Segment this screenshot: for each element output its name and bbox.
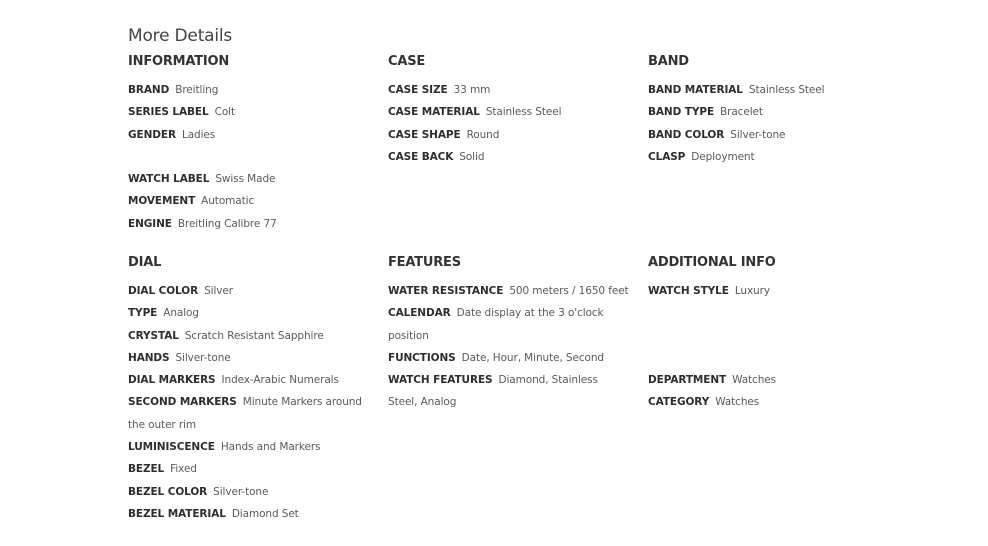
spacer: [128, 146, 383, 168]
detail-row-case-back: [388, 146, 643, 168]
detail-value: 500 meters / 1650 feet: [509, 285, 629, 297]
detail-label: BAND TYPE: [648, 106, 715, 119]
detail-row-bezel-color: [128, 481, 380, 503]
detail-label: WATCH STYLE: [648, 285, 729, 297]
detail-value: Breitling Calibre 77: [177, 217, 277, 230]
detail-row-watch-label: [128, 168, 383, 190]
detail-label: BRAND: [128, 84, 170, 96]
detail-value: Colt: [214, 106, 235, 119]
detail-row-bezel: [128, 458, 380, 480]
detail-value: Solid: [459, 150, 485, 163]
detail-label: BEZEL: [128, 463, 165, 476]
detail-label: CASE SHAPE: [388, 128, 461, 141]
section-heading: INFORMATION: [128, 54, 230, 69]
detail-value: Minute Markers around the outer rim: [128, 396, 362, 431]
detail-value: Silver: [204, 285, 233, 297]
detail-row-department: [648, 369, 903, 391]
detail-row-band-type: [648, 101, 903, 123]
detail-label: CRYSTAL: [128, 329, 179, 342]
detail-label: MOVEMENT: [128, 195, 196, 208]
spacer: [648, 347, 903, 369]
detail-label: BAND MATERIAL: [648, 84, 743, 96]
detail-value: Swiss Made: [215, 173, 276, 186]
section-heading: DIAL: [128, 255, 162, 270]
detail-row-brand: [128, 79, 383, 101]
detail-value: Stainless Steel: [748, 84, 825, 96]
section-features: [388, 254, 643, 414]
detail-row-case-material: [388, 101, 643, 123]
detail-label: BEZEL MATERIAL: [128, 507, 226, 520]
detail-label: CATEGORY: [648, 396, 710, 409]
detail-label: SERIES LABEL: [128, 106, 209, 119]
detail-value: Breitling: [175, 84, 219, 96]
detail-row-engine: [128, 213, 383, 235]
detail-value: Round: [466, 128, 500, 141]
detail-label: CASE MATERIAL: [388, 106, 480, 119]
section-heading: ADDITIONAL INFO: [648, 255, 776, 270]
detail-row-watch-style: [648, 280, 903, 302]
detail-row-functions: [388, 347, 643, 369]
section-heading: CASE: [388, 54, 426, 69]
detail-label: TYPE: [128, 307, 158, 320]
detail-row-movement: [128, 190, 383, 212]
detail-value: Watches: [715, 396, 760, 409]
section-heading: BAND: [648, 54, 689, 69]
detail-value: Bracelet: [720, 106, 763, 119]
detail-value: Silver-tone: [175, 351, 231, 364]
detail-row-water-resistance: [388, 280, 643, 302]
detail-value: 33 mm: [453, 84, 491, 96]
detail-label: CLASP: [648, 150, 686, 163]
detail-value: Ladies: [181, 128, 216, 141]
detail-value: Stainless Steel: [485, 106, 562, 119]
section-information: [128, 53, 383, 235]
detail-label: GENDER: [128, 128, 176, 141]
detail-label: BEZEL COLOR: [128, 485, 208, 498]
detail-row-crystal: [128, 325, 380, 347]
detail-row-series-label: [128, 101, 383, 123]
section-band: [648, 53, 903, 168]
detail-label: WATCH FEATURES: [388, 374, 493, 387]
detail-value: Deployment: [691, 150, 755, 163]
detail-value: Silver-tone: [213, 485, 269, 498]
detail-value: Diamond, Stainless Steel, Analog: [388, 374, 598, 409]
detail-value: Watches: [732, 374, 777, 387]
detail-value: Luxury: [734, 285, 770, 297]
detail-row-type: [128, 302, 380, 324]
detail-label: HANDS: [128, 351, 170, 364]
detail-label: CALENDAR: [388, 307, 451, 320]
detail-row-luminiscence: [128, 436, 380, 458]
detail-row-case-shape: [388, 124, 643, 146]
detail-label: ENGINE: [128, 217, 172, 230]
detail-label: CASE SIZE: [388, 84, 448, 96]
detail-row-second-markers: [128, 391, 380, 436]
detail-row-watch-features: [388, 369, 620, 414]
page-title: More Details: [128, 26, 233, 46]
detail-value: Automatic: [201, 195, 255, 208]
detail-label: WATCH LABEL: [128, 173, 210, 186]
detail-label: DIAL COLOR: [128, 285, 199, 297]
detail-row-band-color: [648, 124, 903, 146]
detail-label: DEPARTMENT: [648, 374, 727, 387]
section-additional-info: [648, 254, 903, 414]
detail-row-gender: [128, 124, 383, 146]
detail-label: CASE BACK: [388, 150, 454, 163]
section-heading: FEATURES: [388, 255, 461, 270]
detail-row-calendar: [388, 302, 643, 347]
detail-value: Index-Arabic Numerals: [221, 374, 339, 387]
detail-row-dial-color: [128, 280, 380, 302]
detail-label: SECOND MARKERS: [128, 396, 237, 409]
detail-label: LUMINISCENCE: [128, 441, 215, 454]
detail-row-dial-markers: [128, 369, 380, 391]
detail-row-band-material: [648, 79, 903, 101]
detail-row-clasp: [648, 146, 903, 168]
detail-row-hands: [128, 347, 380, 369]
spacer: [648, 302, 903, 324]
detail-value: Diamond Set: [231, 507, 299, 520]
detail-row-category: [648, 391, 903, 413]
detail-value: Analog: [163, 307, 199, 320]
detail-value: Fixed: [170, 463, 197, 476]
detail-label: WATER RESISTANCE: [388, 285, 504, 297]
detail-value: Scratch Resistant Sapphire: [184, 329, 324, 342]
detail-value: Hands and Markers: [220, 441, 321, 454]
detail-label: DIAL MARKERS: [128, 374, 216, 387]
section-case: [388, 53, 643, 168]
detail-value: Date display at the 3 o'clock position: [388, 307, 604, 342]
section-dial: [128, 254, 380, 525]
detail-label: FUNCTIONS: [388, 351, 456, 364]
detail-value: Date, Hour, Minute, Second: [461, 351, 604, 364]
detail-label: BAND COLOR: [648, 128, 725, 141]
detail-value: Silver-tone: [730, 128, 786, 141]
detail-row-case-size: [388, 79, 643, 101]
spacer: [648, 325, 903, 347]
detail-row-bezel-material: [128, 503, 380, 525]
